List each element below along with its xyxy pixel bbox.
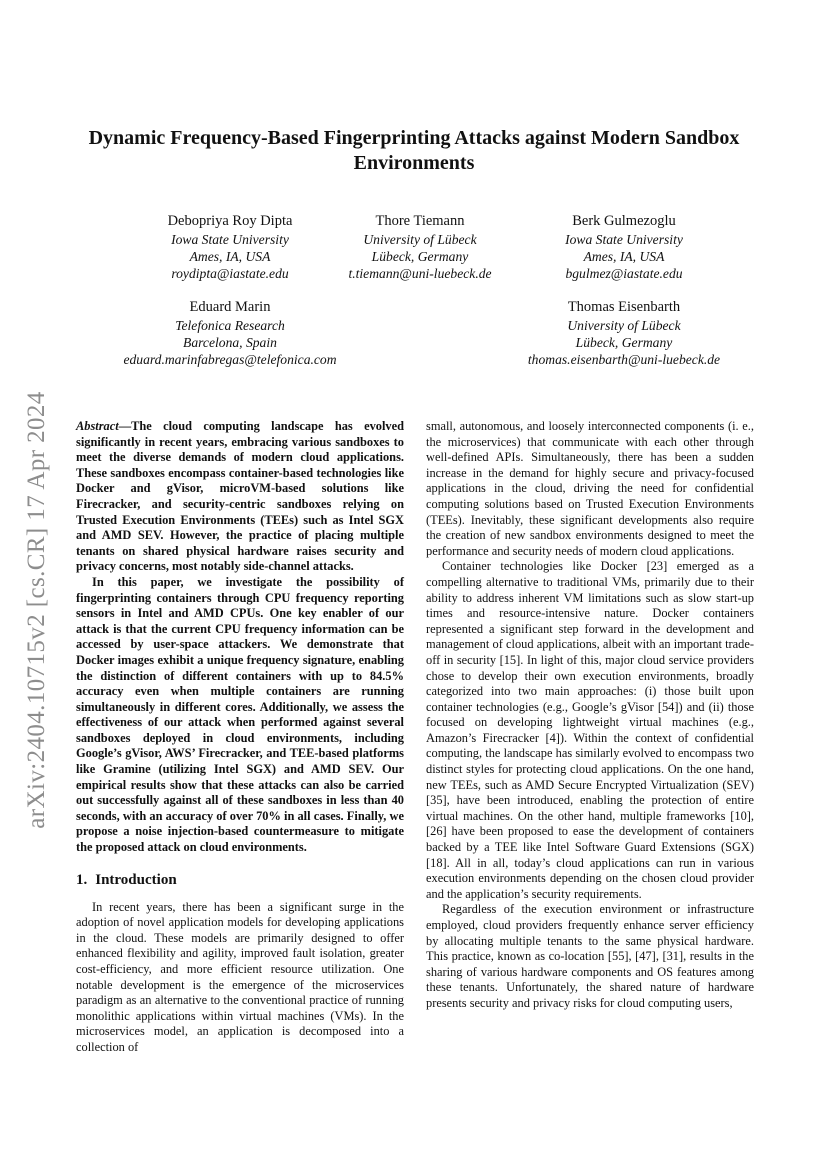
- author-affiliation: Iowa State University: [565, 232, 683, 247]
- author-email: bgulmez@iastate.edu: [565, 266, 683, 281]
- author-affiliation: Iowa State University: [171, 232, 289, 247]
- author-block: [80, 297, 380, 368]
- author-location: Ames, IA, USA: [189, 249, 271, 264]
- body-paragraph: Container technologies like Docker [23] emerged as a compelling alternative to traditional VMs, primarily due to their ability to address inherent VM limitations such as slow start-up times and resource-intensive nature. Docker containers represented a significant step forward in the development and management of cloud applications, albeit with an important trade-off in security [15]. In light of this, major cloud service providers chose to develop their own execution environments, broadly categorized into two main approaches: (i) those built upon container technologies (e.g., Google’s gVisor [54]) and (ii) those focused on developing lightweight virtual machines (e.g., Amazon’s Firecracker [4]). Within the context of confidential computing, the landscape has similarly evolved to encompass two distinct styles for protecting cloud applications. On the one hand, new TEEs, such as AMD Secure Encrypted Virtualization (SEV) [35], have been introduced, enabling the protection of entire virtual machines. On the other hand, multiple frameworks [10], [26] have been proposed to ease the development of containers backed by a TEE like Intel Software Guard Extensions (SGX) [18]. All in all, today’s cloud applications can run in various execution environments depending on the chosen cloud provider and the application’s security requirements.: [426, 559, 754, 901]
- author-location: Ames, IA, USA: [583, 249, 665, 264]
- abstract-label: Abstract: [76, 419, 119, 433]
- author-affiliation: University of Lübeck: [567, 318, 681, 333]
- abstract-text: The cloud computing landscape has evolved significantly in recent years, embracing various sandboxes to meet the diverse demands of modern cloud applications. These sandboxes encompass container-based technologies like Docker and gVisor, microVM-based solutions like Firecracker, and security-centric sandboxes relying on Trusted Execution Environments (TEEs) such as Intel SGX and AMD SEV. However, the practice of placing multiple tenants on shared physical hardware raises security and privacy concerns, most notably side-channel attacks.: [76, 419, 404, 574]
- arxiv-side-stamp: [14, 360, 60, 860]
- author-email: thomas.eisenbarth@uni-luebeck.de: [527, 352, 721, 367]
- abstract-paragraph: In this paper, we investigate the possibility of fingerprinting containers through CPU frequency reporting sensors in Intel and AMD CPUs. One key enabler of our attack is that the current CPU frequency information can be accessed by user-space attackers. We demonstrate that Docker images exhibit a unique frequency signature, enabling the distinction of different containers with up to 84.5% accuracy even when multiple containers are running simultaneously in different cores. Additionally, we assess the effectiveness of our attack when performed against several sandboxes deployed in cloud environments, including Google’s gVisor, AWS’ Firecracker, and TEE-based platforms like Gramine (utilizing Intel SGX) and AMD SEV. Our empirical results show that these attacks can also be carried out successfully against all of these sandboxes in less than 40 seconds, with an accuracy of over 70% in all cases. Finally, we propose a noise injection-based countermeasure to mitigate the proposed attack on cloud environments.: [76, 574, 404, 855]
- author-location: Lübeck, Germany: [371, 249, 469, 264]
- arxiv-identifier: arXiv:2404.10715v2 [cs.CR] 17 Apr 2024: [23, 391, 50, 829]
- author-email: eduard.marinfabregas@telefonica.com: [123, 352, 337, 367]
- author-email: t.tiemann@uni-luebeck.de: [348, 266, 492, 281]
- author-block: [474, 297, 774, 368]
- author-affiliation: Telefonica Research: [175, 318, 285, 333]
- author-name: Debopriya Roy Dipta: [167, 213, 293, 229]
- section-heading: [76, 870, 404, 890]
- abstract-paragraph: Abstract—The cloud computing landscape has evolved significantly in recent years, embracing various sandboxes to meet the diverse demands of modern cloud applications. These sandboxes encompass container-based technologies like Docker and gVisor, microVM-based solutions like Firecracker, and security-centric sandboxes relying on Trusted Execution Environments (TEEs) such as Intel SGX and AMD SEV. However, the practice of placing multiple tenants on shared physical hardware raises security and privacy concerns, most notably side-channel attacks.: [76, 419, 404, 574]
- author-location: Lübeck, Germany: [575, 335, 673, 350]
- left-column: [76, 419, 404, 1056]
- author-affiliation: University of Lübeck: [363, 232, 477, 247]
- body-paragraph: small, autonomous, and loosely interconnected components (i. e., the microservices) that communicate with each other through well-defined APIs. Simultaneously, there has been a sudden increase in the demand for highly secure and privacy-focused applications in the cloud, driving the need for confidential computing solutions based on Trusted Execution Environments (TEEs). Inevitably, these significant developments also require the creation of new sandbox environments designed to meet the performance and security needs of modern cloud applications.: [426, 419, 754, 558]
- author-name: Thore Tiemann: [375, 213, 465, 229]
- author-name: Eduard Marin: [189, 299, 271, 315]
- section-number: 1.: [76, 871, 88, 888]
- body-paragraph: Regardless of the execution environment or infrastructure employed, cloud providers frequently enhance server efficiency by allocating multiple tenants to the same physical hardware. This practice, known as co-location [55], [47], [31], results in the sharing of various hardware components and OS features among these tenants. Unfortunately, the shared nature of hardware presents security and privacy risks for cloud computing users,: [426, 902, 754, 1010]
- author-name: Berk Gulmezoglu: [572, 213, 676, 229]
- section-title: Introduction: [95, 871, 177, 888]
- author-email: roydipta@iastate.edu: [171, 266, 289, 281]
- body-paragraph: In recent years, there has been a significant surge in the adoption of novel application models for developing applications in the cloud. These models are primarily designed to offer enhanced flexibility and agility, improved fault isolation, greater cost-efficiency, and more efficient resource utilization. One notable development is the emergence of the microservices paradigm as an alternative to the conventional practice of running monolithic applications within virtual machines (VMs). In the microservices model, an application is decomposed into a collection of: [76, 899, 404, 1054]
- paper-title: Dynamic Frequency-Based Fingerprinting Attacks against Modern Sandbox Environments: [88, 127, 740, 174]
- right-column: [426, 419, 754, 1012]
- author-location: Barcelona, Spain: [183, 335, 277, 350]
- author-name: Thomas Eisenbarth: [567, 299, 681, 315]
- author-block: [504, 211, 744, 282]
